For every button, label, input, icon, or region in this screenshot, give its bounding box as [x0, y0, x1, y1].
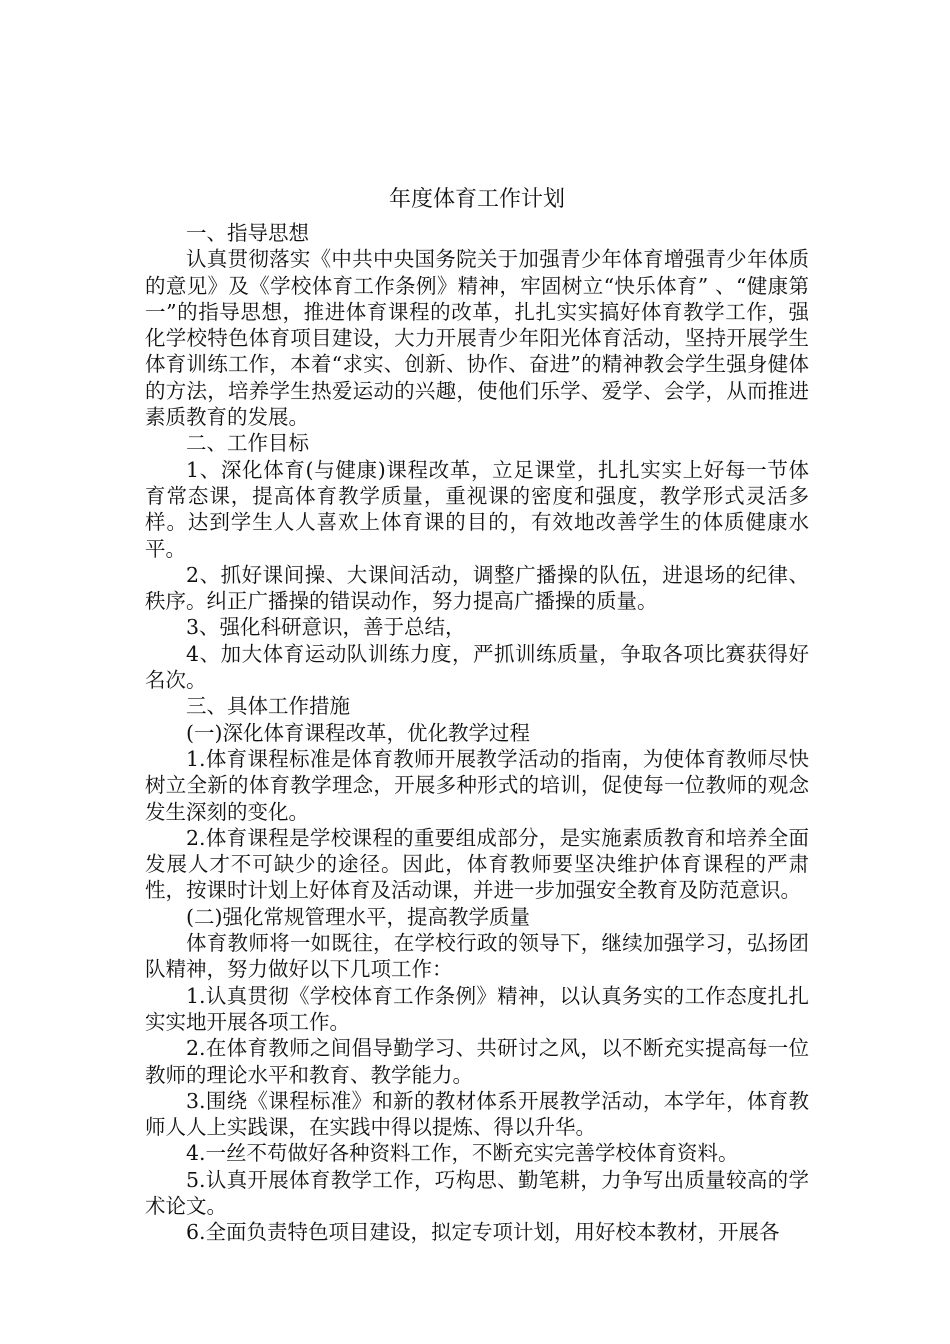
paragraph: 3.围绕《课程标准》和新的教材体系开展教学活动，本学年，体育教师人人上实践课，在实践中得以提炼、得以升华。: [145, 1088, 809, 1140]
section-heading: 二、工作目标: [186, 431, 309, 456]
paragraph: 3、强化科研意识，善于总结，: [186, 615, 466, 640]
paragraph: 1、深化体育(与健康)课程改革，立足课堂，扎扎实实上好每一节体育常态课，提高体育教学质量，重视课的密度和强度，教学形式灵活多样。达到学生人人喜欢上体育课的目的，有效地改善学生的体质健康水平。: [145, 457, 809, 561]
paragraph: 1.认真贯彻《学校体育工作条例》精神，以认真务实的工作态度扎扎实实地开展各项工作。: [145, 983, 809, 1034]
paragraph: 4、加大体育运动队训练力度，严抓训练质量，争取各项比赛获得好名次。: [145, 641, 809, 693]
document-title: 年度体育工作计划: [388, 187, 565, 212]
paragraph: 6.全面负责特色项目建设，拟定专项计划，用好校本教材，开展各: [186, 1220, 780, 1245]
paragraph: 1.体育课程标准是体育教师开展教学活动的指南，为使体育教师尽快树立全新的体育教学理念，开展多种形式的培训，促使每一位教师的观念发生深刻的变化。: [145, 746, 809, 824]
subsection-heading: (二)强化常规管理水平，提高教学质量: [186, 904, 530, 929]
paragraph: 5.认真开展体育教学工作，巧构思、勤笔耕，力争写出质量较高的学术论文。: [145, 1167, 809, 1218]
paragraph: 4.一丝不苟做好各种资料工作，不断充实完善学校体育资料。: [186, 1141, 739, 1166]
section-heading: 三、具体工作措施: [186, 694, 350, 719]
paragraph: 2.在体育教师之间倡导勤学习、共研讨之风，以不断充实提高每一位教师的理论水平和教育、教学能力。: [145, 1036, 809, 1087]
subsection-heading: (一)深化体育课程改革，优化教学过程: [186, 720, 530, 745]
paragraph: 认真贯彻落实《中共中央国务院关于加强青少年体育增强青少年体质的意见》及《学校体育工作条例》精神，牢固树立“快乐体育” 、“健康第一”的指导思想，推进体育课程的改革，扎扎实实搞好体育教学工作，强化学校特色体育项目建设，大力开展青少年阳光体育活动，坚持开展学生体育训练工作，本着“求实、创新、协作、奋进”的精神教会学生强身健体的方法，培养学生热爱运动的兴趣，使他们乐学、爱学、会学，从而推进素质教育的发展。: [145, 247, 809, 430]
paragraph: 2、抓好课间操、大课间活动，调整广播操的队伍，进退场的纪律、秩序。纠正广播操的错误动作，努力提高广播操的质量。: [145, 562, 809, 614]
paragraph: 2.体育课程是学校课程的重要组成部分，是实施素质教育和培养全面发展人才不可缺少的途径。因此，体育教师要坚决维护体育课程的严肃性，按课时计划上好体育及活动课，并进一步加强安全教育及防范意识。: [145, 825, 809, 903]
document-body: [145, 220, 809, 1246]
paragraph: 体育教师将一如既往，在学校行政的领导下，继续加强学习，弘扬团队精神，努力做好以下几项工作：: [145, 931, 809, 982]
section-heading: 一、指导思想: [186, 221, 309, 245]
